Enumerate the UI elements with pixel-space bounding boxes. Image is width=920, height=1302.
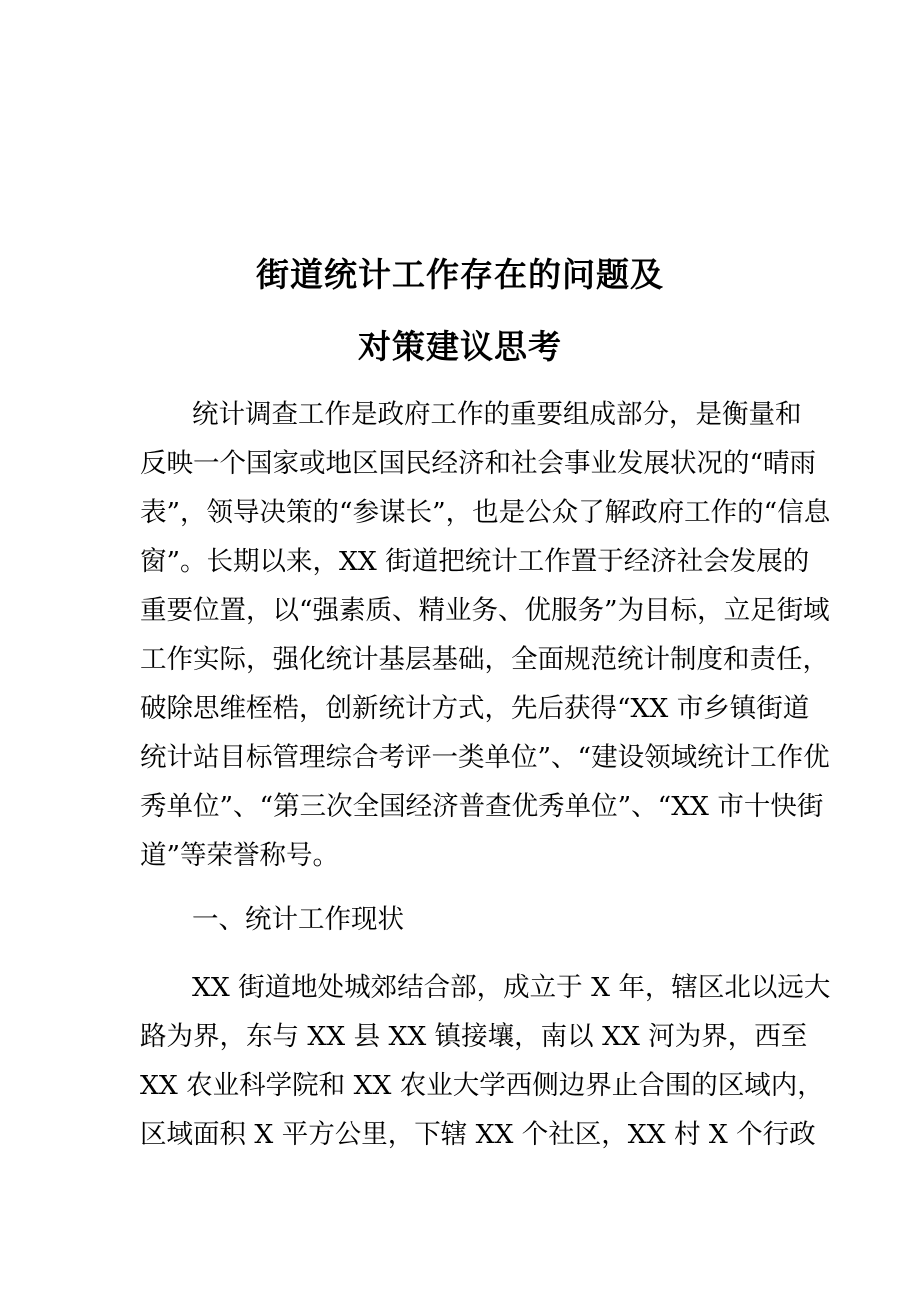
paragraph-2-line-3: XX 农业科学院和 XX 农业大学西侧边界止合围的区域内，: [140, 1070, 824, 1101]
section-1-heading: 一、统计工作现状: [192, 904, 404, 935]
paragraph-1-line-7: 破除思维桎梏，创新统计方式，先后获得“XX 市乡镇街道: [140, 693, 810, 724]
paragraph-1-line-6: 工作实际，强化统计基层基础，全面规范统计制度和责任，: [140, 644, 829, 675]
paragraph-1-line-2: 反映一个国家或地区国民经济和社会事业发展状况的“晴雨: [140, 448, 817, 479]
paragraph-1-line-9: 秀单位”、“第三次全国经济普查优秀单位”、“XX 市十快街: [140, 791, 824, 822]
paragraph-1-line-5: 重要位置，以“强素质、精业务、优服务”为目标，立足街域: [140, 595, 830, 626]
document-title-line-1: 街道统计工作存在的问题及: [256, 255, 664, 294]
paragraph-1-line-3: 表”，领导决策的“参谋长”，也是公众了解政府工作的“信息: [140, 497, 831, 528]
paragraph-1-line-8: 统计站目标管理综合考评一类单位”、“建设领域统计工作优: [140, 742, 830, 773]
paragraph-1-line-4: 窗”。长期以来，XX 街道把统计工作置于经济社会发展的: [140, 546, 810, 577]
paragraph-1-line-10: 道”等荣誉称号。: [140, 840, 340, 871]
paragraph-2-line-4: 区域面积 X 平方公里，下辖 XX 个社区，XX 村 X 个行政: [140, 1119, 816, 1150]
paragraph-1-line-1: 统计调查工作是政府工作的重要组成部分，是衡量和: [192, 399, 802, 430]
paragraph-2-line-1: XX 街道地处城郊结合部，成立于 X 年，辖区北以远大: [192, 972, 831, 1003]
paragraph-2-line-2: 路为界，东与 XX 县 XX 镇接壤，南以 XX 河为界，西至: [140, 1021, 808, 1052]
document-title-line-2: 对策建议思考: [358, 327, 562, 366]
